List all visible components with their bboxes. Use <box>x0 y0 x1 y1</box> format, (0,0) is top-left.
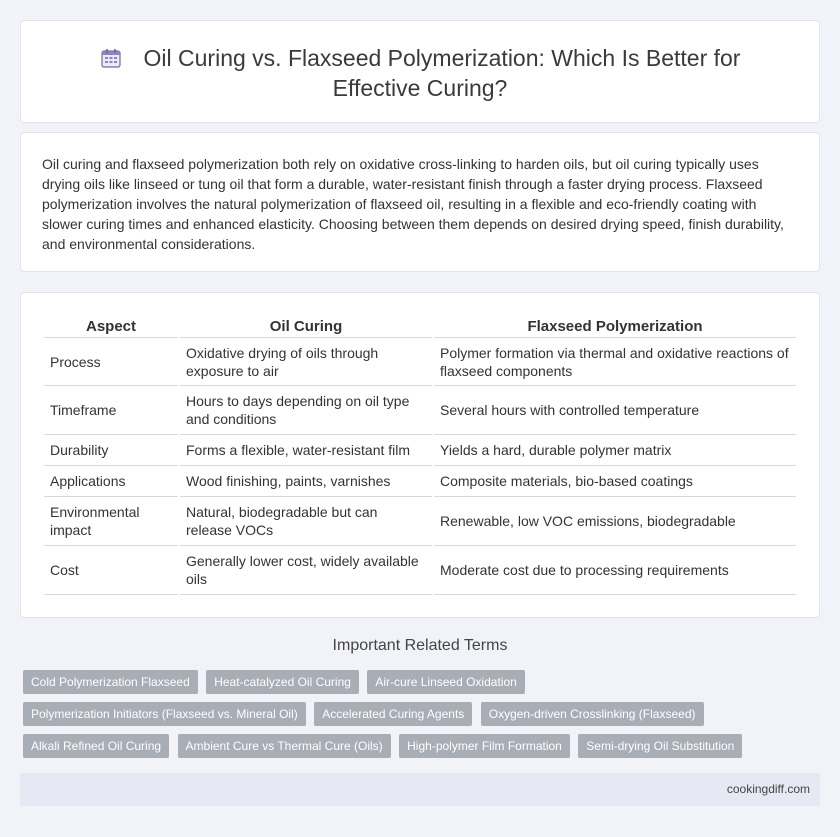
comparison-card <box>20 292 820 618</box>
table-cell: Forms a flexible, water-resistant film <box>180 435 432 466</box>
table-cell: Durability <box>44 435 178 466</box>
table-cell: Polymer formation via thermal and oxidative reactions of flaxseed components <box>434 338 796 386</box>
calendar-icon <box>100 47 122 69</box>
tag-link[interactable]: Heat-catalyzed Oil Curing <box>206 670 359 694</box>
title-card <box>20 20 820 123</box>
tag-link[interactable]: Polymerization Initiators (Flaxseed vs. Mineral Oil) <box>23 702 306 726</box>
intro-card <box>20 132 820 272</box>
table-row <box>44 338 796 386</box>
page-title: Oil Curing vs. Flaxseed Polymerization: Which Is Better for Effective Curing? <box>143 45 741 101</box>
header-flaxseed: Flaxseed Polymerization <box>434 315 796 338</box>
table-cell: Generally lower cost, widely available oils <box>180 546 432 595</box>
table-cell: Renewable, low VOC emissions, biodegradable <box>434 497 796 546</box>
tag-link[interactable]: Oxygen-driven Crosslinking (Flaxseed) <box>481 702 704 726</box>
tag-link[interactable]: Cold Polymerization Flaxseed <box>23 670 198 694</box>
comparison-table <box>42 315 798 595</box>
table-header-row <box>44 315 796 338</box>
related-terms-list <box>23 670 813 766</box>
tag-link[interactable]: Air-cure Linseed Oxidation <box>367 670 524 694</box>
table-cell: Hours to days depending on oil type and conditions <box>180 386 432 435</box>
table-row <box>44 466 796 497</box>
table-cell: Process <box>44 338 178 386</box>
table-cell: Moderate cost due to processing requirements <box>434 546 796 595</box>
tag-link[interactable]: Semi-drying Oil Substitution <box>578 734 742 758</box>
footer-site-link[interactable]: cookingdiff.com <box>726 782 810 796</box>
table-cell: Timeframe <box>44 386 178 435</box>
table-row <box>44 546 796 595</box>
header-aspect: Aspect <box>44 315 178 338</box>
tag-link[interactable]: High-polymer Film Formation <box>399 734 570 758</box>
related-terms-heading: Important Related Terms <box>332 637 508 654</box>
footer <box>20 773 820 806</box>
table-cell: Composite materials, bio-based coatings <box>434 466 796 497</box>
intro-paragraph: Oil curing and flaxseed polymerization both rely on oxidative cross-linking to harden oils, but oil curing typically uses drying oils like linseed or tung oil that form a durable, water-resistant finish through a faster drying process. Flaxseed polymerization involves the natural polymerization of flaxseed oil, resulting in a flexible and eco-friendly coating with slower curing times and enhanced elasticity. Choosing between them depends on desired drying speed, finish durability, and environmental considerations. <box>42 156 784 252</box>
table-cell: Wood finishing, paints, varnishes <box>180 466 432 497</box>
table-row <box>44 386 796 435</box>
table-cell: Applications <box>44 466 178 497</box>
table-cell: Natural, biodegradable but can release VOCs <box>180 497 432 546</box>
table-cell: Several hours with controlled temperature <box>434 386 796 435</box>
table-row <box>44 497 796 546</box>
tag-link[interactable]: Ambient Cure vs Thermal Cure (Oils) <box>178 734 391 758</box>
header-oil-curing: Oil Curing <box>180 315 432 338</box>
tag-link[interactable]: Alkali Refined Oil Curing <box>23 734 169 758</box>
table-cell: Yields a hard, durable polymer matrix <box>434 435 796 466</box>
page-title-wrap <box>81 43 759 103</box>
table-cell: Cost <box>44 546 178 595</box>
table-cell: Oxidative drying of oils through exposure to air <box>180 338 432 386</box>
table-row <box>44 435 796 466</box>
table-cell: Environmental impact <box>44 497 178 546</box>
tag-link[interactable]: Accelerated Curing Agents <box>314 702 472 726</box>
